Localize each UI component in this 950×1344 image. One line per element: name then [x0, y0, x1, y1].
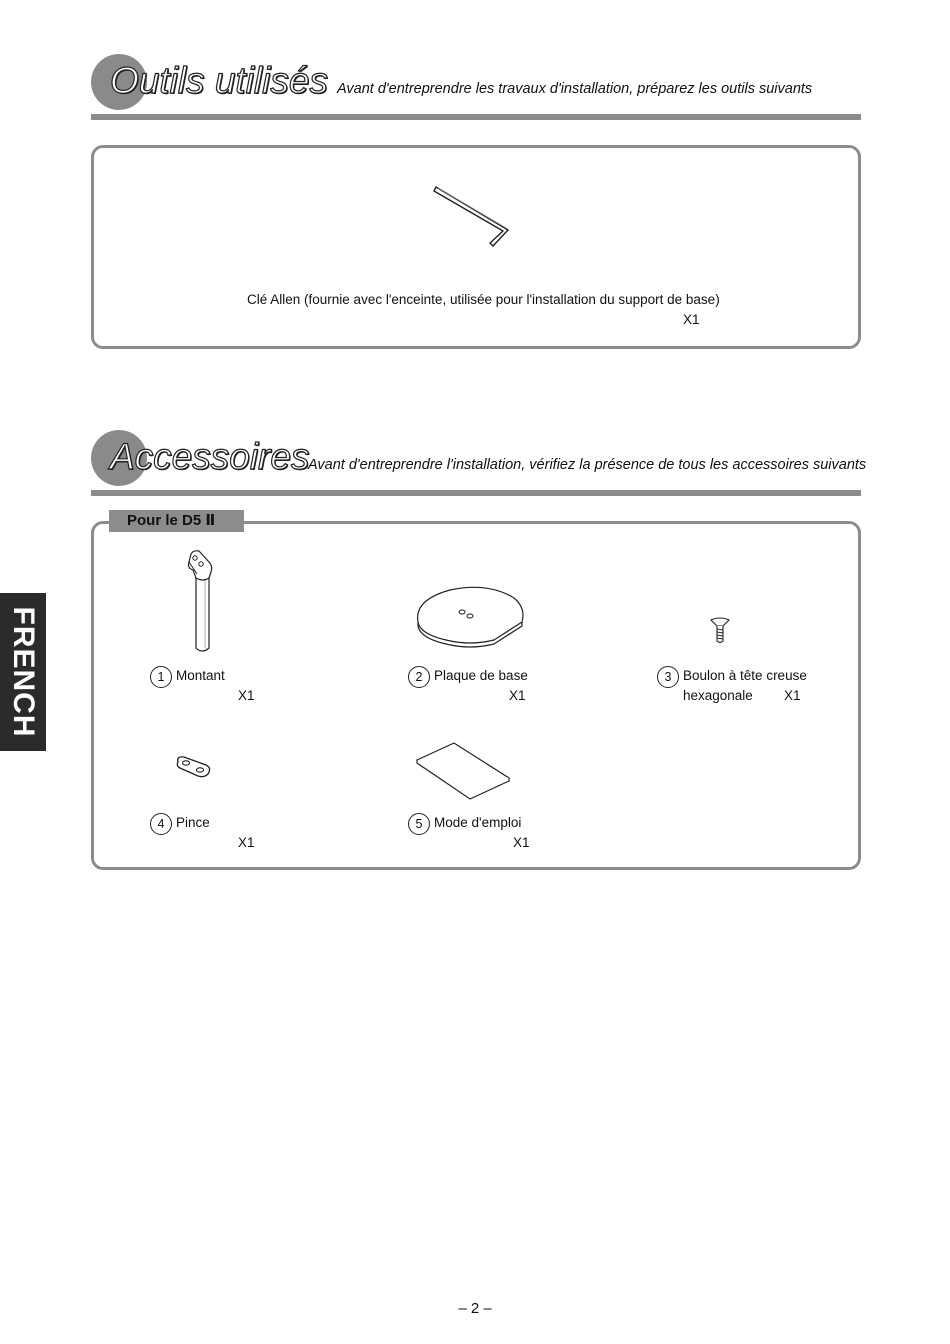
item-quantity: X1 [784, 688, 801, 703]
base-plate-icon [410, 582, 530, 652]
manual-icon [414, 740, 514, 802]
item-name: Mode d'emploi [434, 815, 522, 830]
page-number: – 2 – [458, 1300, 492, 1317]
item-name: Montant [176, 668, 225, 683]
section-divider [91, 114, 861, 120]
tools-section-subtitle: Avant d'entreprendre les travaux d'installation, préparez les outils suivants [337, 81, 813, 97]
item-name: Plaque de base [434, 668, 528, 683]
item-name: Boulon à tête creuse [683, 668, 807, 683]
item-name-line2: hexagonale [683, 688, 753, 703]
allen-key-quantity: X1 [683, 312, 700, 327]
bolt-icon [709, 617, 731, 645]
accessories-section-title: Accessoires [110, 436, 310, 477]
language-side-tab-label: FRENCH [7, 606, 40, 738]
item-number-badge: 1 [150, 666, 172, 688]
item-number-badge: 2 [408, 666, 430, 688]
clamp-icon [174, 754, 214, 780]
section-divider [91, 490, 861, 496]
item-number-badge: 3 [657, 666, 679, 688]
item-name: Pince [176, 815, 210, 830]
item-number-badge: 4 [150, 813, 172, 835]
pole-icon [183, 548, 223, 658]
item-quantity: X1 [513, 835, 530, 850]
allen-key-icon [430, 182, 520, 252]
tools-section-title: Outils utilisés [110, 60, 328, 101]
allen-key-caption: Clé Allen (fournie avec l'enceinte, utilisée pour l'installation du support de base) [247, 292, 720, 307]
item-quantity: X1 [509, 688, 526, 703]
accessories-section-subtitle: Avant d'entreprendre l'installation, vérifiez la présence de tous les accessoires suivants [308, 457, 867, 473]
item-quantity: X1 [238, 688, 255, 703]
item-quantity: X1 [238, 835, 255, 850]
model-tab-label: Pour le D5 Ⅱ [109, 510, 244, 532]
item-number-badge: 5 [408, 813, 430, 835]
